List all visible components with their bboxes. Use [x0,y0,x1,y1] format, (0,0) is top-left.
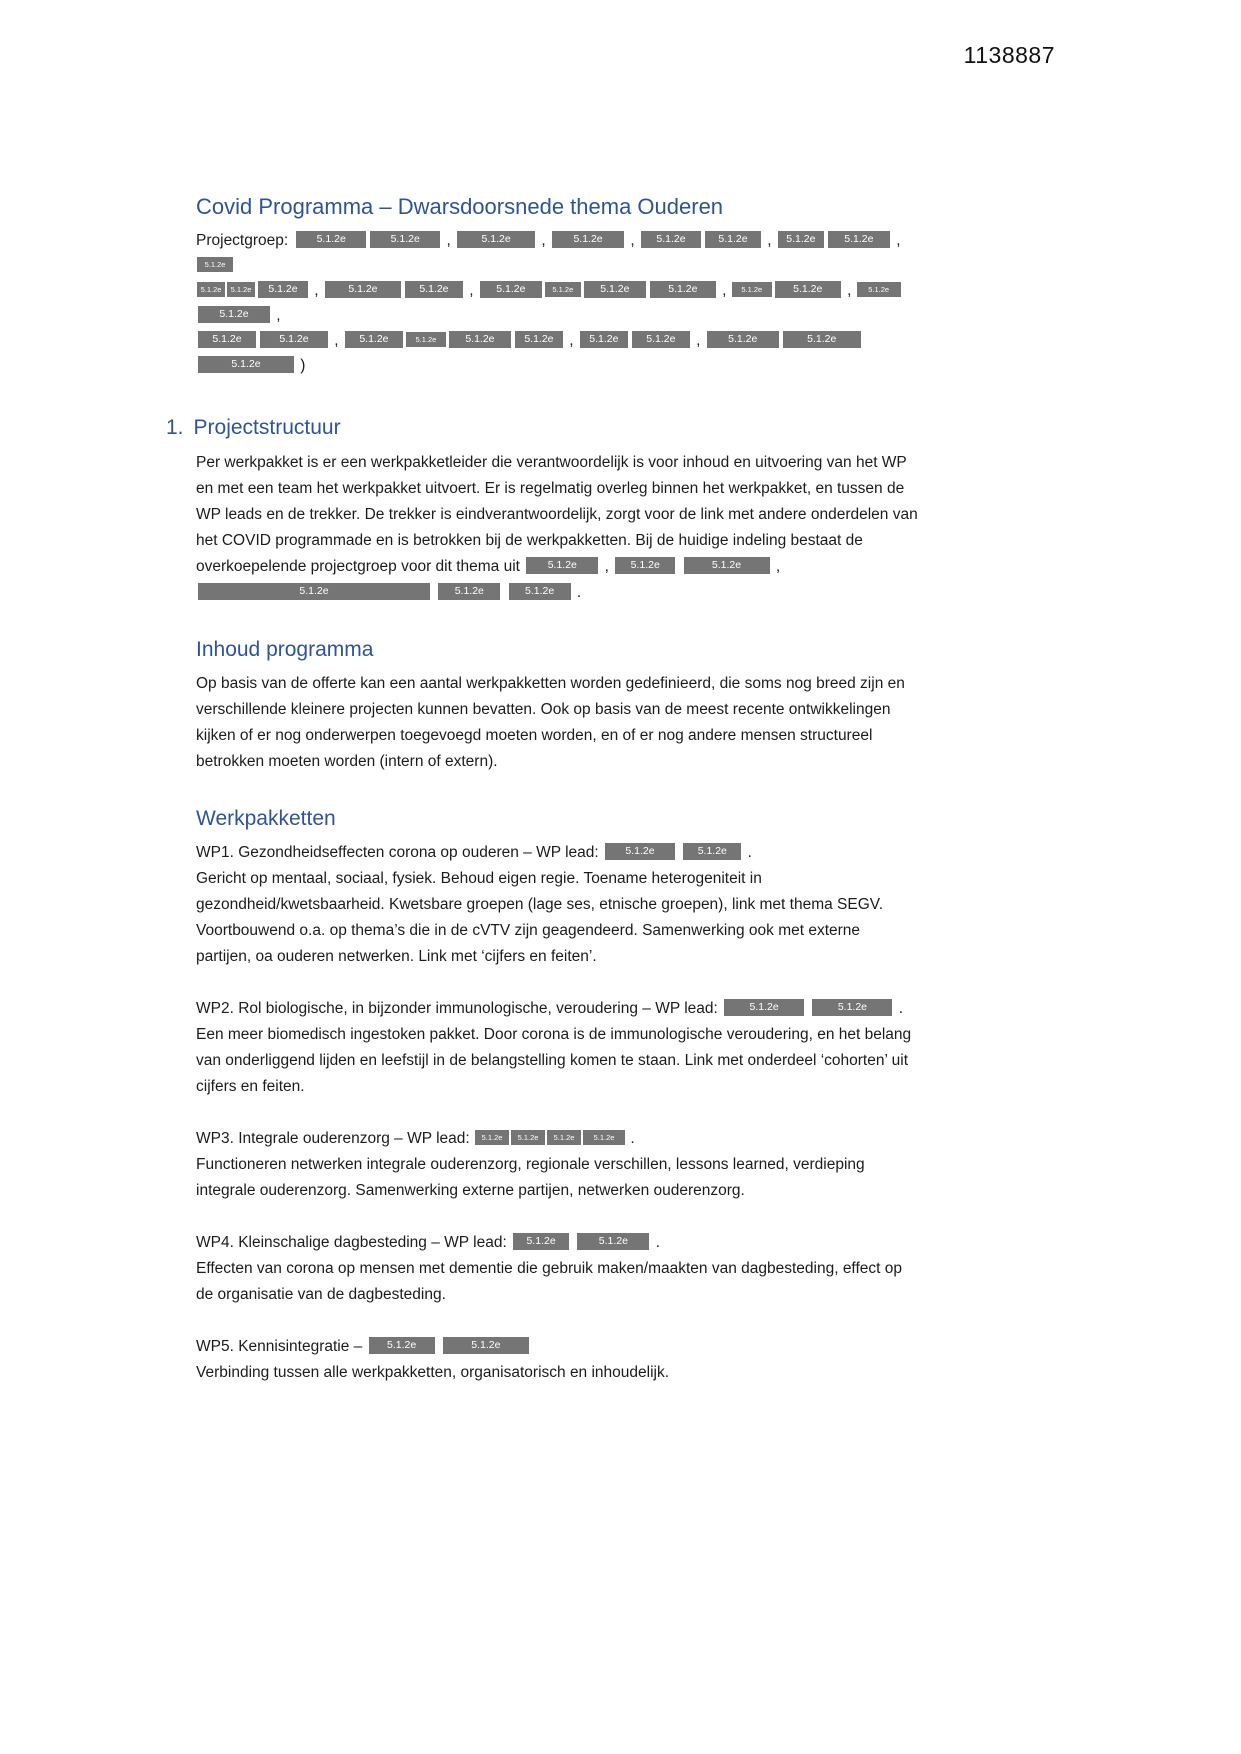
section-heading-text: Projectstructuur [193,416,341,439]
wp3-lead-line: WP3. Integrale ouderenzorg – WP lead: 5.1.2e 5.1.2e 5.1.2e 5.1.2e . [196,1130,635,1147]
wp2-description: Een meer biomedisch ingestoken pakket. Door corona is de immunologische veroudering, en het belang van onderliggend lijden en leefstijl in de belangstelling komen te staan. Link met onderdeel ‘cohorten’ uit cijfers en feiten. [196,1026,912,1095]
wp2-block [196,996,918,1100]
redaction-box: 5.1.2e [783,331,861,348]
redaction-box: 5.1.2e [449,331,511,348]
wp4-description: Effecten van corona op mensen met dementie die gebruik maken/maakten van dagbesteding, effect op de organisatie van de dagbesteding. [196,1260,902,1303]
redaction-box: 5.1.2e [369,1337,435,1354]
wp5-lead-line: WP5. Kennisintegratie – 5.1.2e 5.1.2e [196,1334,918,1360]
redaction-box: 5.1.2e [345,331,403,348]
section-heading-projectstructuur [166,416,918,440]
redaction-box: 5.1.2e [577,1233,649,1250]
redaction-box: 5.1.2e [545,282,581,297]
redaction-box: 5.1.2e [615,557,675,574]
redaction-box: 5.1.2e [641,231,701,248]
redaction-box: 5.1.2e [475,1130,509,1145]
wp3-description: Functioneren netwerken integrale ouderenzorg, regionale verschillen, lessons learned, verdieping integrale ouderenzorg. Samenwerking externe partijen, netwerken ouderenzorg. [196,1156,865,1199]
wp1-block [196,840,918,970]
redaction-box: 5.1.2e [480,281,542,298]
redaction-box: 5.1.2e [775,281,841,298]
wp4-block [196,1230,918,1308]
redaction-box: 5.1.2e [515,331,563,348]
redaction-box: 5.1.2e [857,282,901,297]
redaction-box: 5.1.2e [325,281,401,298]
redaction-box: 5.1.2e [198,356,294,373]
redaction-box: 5.1.2e [632,331,690,348]
redaction-box: 5.1.2e [707,331,779,348]
redaction-box: 5.1.2e [197,257,233,272]
redaction-box: 5.1.2e [406,332,446,347]
redaction-box: 5.1.2e [198,306,270,323]
redaction-box: 5.1.2e [198,583,430,600]
redaction-box: 5.1.2e [370,231,440,248]
redaction-box: 5.1.2e [296,231,366,248]
wp1-lead-line: WP1. Gezondheidseffecten corona op ouderen – WP lead: 5.1.2e 5.1.2e . [196,844,752,861]
redaction-box: 5.1.2e [778,231,824,248]
projectstructuur-paragraph: Per werkpakket is er een werkpakketleider die verantwoordelijk is voor inhoud en uitvoering van het WP en met een team het werkpakket uitvoert. Er is regelmatig overleg binnen het werkpakket, en tussen de WP leads en de trekker. De trekker is eindverantwoordelijk, zorgt voor de link met andere onderdelen van het COVID programmade en is betrokken bij de werkpakketten. Bij de huidige indeling bestaat de overkoepelende projectgroep voor dit thema uit 5.1.2e , 5.1.2e 5.1.2e , 5.1.2e 5.1.2e 5.1.2e . [196,454,918,601]
projectgroep-redactions: 5.1.2e 5.1.2e , 5.1.2e , 5.1.2e , 5.1.2e 5.1.2e , 5.1.2e 5.1.2e , 5.1.2e 5.1.2e 5.1.2e 5.1.2e , 5.1.2e 5.1.2e , 5.1.2e 5.1.2e 5.1.2e 5.1.2e , 5.1.2e 5.1.2e , 5.1.2e5.1.2e , 5.1.2e 5.1.2e , 5.1.2e 5.1.2e 5.1.2e 5.1.2e , 5.1.2e 5.1.2e , 5.1.2e 5.1.2e 5.1.2e ) [196,232,902,374]
wp5-description: Verbinding tussen alle werkpakketten, organisatorisch en inhoudelijk. [196,1364,670,1381]
projectgroep-line [196,228,918,378]
redaction-box: 5.1.2e [197,282,225,297]
redaction-box: 5.1.2e [443,1337,529,1354]
section-heading-werkpakketten: Werkpakketten [196,807,336,830]
redaction-box: 5.1.2e [457,231,535,248]
redaction-box: 5.1.2e [547,1130,581,1145]
redaction-box: 5.1.2e [828,231,890,248]
redaction-box: 5.1.2e [584,281,646,298]
wp5-block [196,1334,918,1386]
document-title: Covid Programma – Dwarsdoorsnede thema Ouderen [196,194,724,219]
redaction-box: 5.1.2e [260,331,328,348]
redaction-box: 5.1.2e [683,843,741,860]
wp1-description: Gericht op mentaal, sociaal, fysiek. Behoud eigen regie. Toename heterogeniteit in gezondheid/kwetsbaarheid. Kwetsbare groepen (lage ses, etnische groepen), link met thema SEGV. Voortbouwend o.a. op thema’s die in de cVTV zijn geagendeerd. Samenwerking ook met externe partijen, oa ouderen netwerken. Link met ‘cijfers en feiten’. [196,870,884,965]
redaction-box: 5.1.2e [705,231,761,248]
redaction-box: 5.1.2e [526,557,598,574]
wp2-lead-line: WP2. Rol biologische, in bijzonder immunologische, veroudering – WP lead: 5.1.2e 5.1.2e . [196,1000,904,1017]
inhoud-programma-paragraph: Op basis van de offerte kan een aantal werkpakketten worden gedefinieerd, die soms nog breed zijn en verschillende kleinere projecten kunnen bevatten. Ook op basis van de meest recente ontwikkelingen kijken of er nog onderwerpen toegevoegd moeten worden, en of er nog andere mensen structureel betrokken moeten worden (intern of extern). [196,675,905,770]
redaction-box: 5.1.2e [583,1130,625,1145]
redaction-box: 5.1.2e [258,281,308,298]
redaction-box: 5.1.2e [405,281,463,298]
redaction-box: 5.1.2e [198,331,256,348]
redaction-box: 5.1.2e [605,843,675,860]
redaction-box: 5.1.2e [552,231,624,248]
redaction-box: 5.1.2e [580,331,628,348]
section-heading-inhoud-programma: Inhoud programma [196,638,374,661]
doc-number: 1138887 [963,42,1055,68]
redaction-box: 5.1.2e [438,583,500,600]
redaction-box: 5.1.2e [509,583,571,600]
redaction-box: 5.1.2e [732,282,772,297]
redaction-box: 5.1.2e [684,557,770,574]
redaction-box: 5.1.2e [650,281,716,298]
document-content [166,0,918,1412]
projectgroep-label: Projectgroep: [196,232,289,249]
redaction-box: 5.1.2e [513,1233,569,1250]
redaction-box: 5.1.2e [511,1130,545,1145]
wp3-block [196,1126,918,1204]
redaction-box: 5.1.2e [227,282,255,297]
wp4-lead-line: WP4. Kleinschalige dagbesteding – WP lead: 5.1.2e 5.1.2e . [196,1234,661,1251]
redaction-box: 5.1.2e [812,999,892,1016]
section-number: 1. [166,416,184,439]
redaction-box: 5.1.2e [724,999,804,1016]
